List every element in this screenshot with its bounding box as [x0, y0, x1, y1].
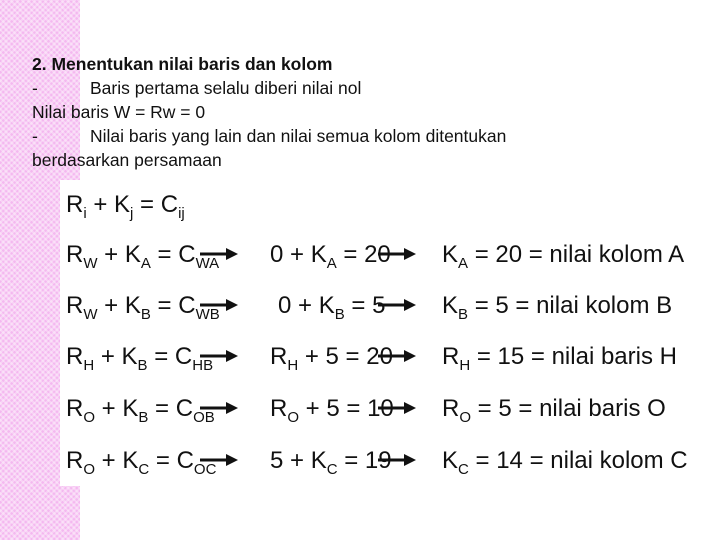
formula-term: + K — [97, 292, 141, 319]
subscript: OC — [193, 461, 217, 478]
equation-left — [66, 292, 220, 323]
subscript: j — [130, 205, 134, 222]
subscript: B — [458, 306, 469, 323]
formula-term: R — [66, 191, 84, 218]
equation-middle — [278, 292, 385, 323]
equation-figure — [60, 180, 688, 486]
slide-text — [32, 52, 672, 172]
body-line: Nilai baris W = Rw = 0 — [32, 102, 206, 122]
equation-result — [442, 241, 684, 272]
section-heading: 2. Menentukan nilai baris dan kolom — [32, 54, 333, 74]
subscript: WA — [195, 255, 220, 272]
equation-left — [66, 343, 213, 374]
subscript: A — [140, 255, 151, 272]
formula-term: = 20 = nilai kolom A — [468, 241, 685, 268]
formula-term: K — [442, 447, 459, 474]
formula-term: K — [442, 292, 459, 319]
subscript: W — [83, 255, 98, 272]
formula-term: R — [270, 343, 288, 370]
subscript: HB — [192, 357, 214, 374]
subscript: A — [326, 255, 337, 272]
formula-term: R — [66, 292, 84, 319]
formula-term: R — [442, 395, 460, 422]
formula-term: + K — [95, 447, 139, 474]
bullet-dash: - — [32, 126, 38, 146]
bullet-line-1 — [32, 76, 672, 100]
formula-term: K — [442, 241, 459, 268]
formula-term: + K — [97, 241, 141, 268]
formula-term: + 5 = 20 — [298, 343, 393, 370]
subscript: B — [138, 409, 149, 426]
equation-result — [442, 447, 688, 478]
subscript: O — [83, 409, 96, 426]
equation-middle — [270, 241, 391, 272]
formula-term: = C — [150, 292, 196, 319]
bullet-dash: - — [32, 78, 38, 98]
formula-term: R — [442, 343, 460, 370]
formula-term: + K — [86, 191, 131, 218]
formula-term: = C — [148, 395, 194, 422]
equation-middle — [270, 343, 393, 374]
formula-term: = 20 — [336, 241, 391, 268]
subscript: OB — [193, 409, 215, 426]
formula-term: = 15 = nilai baris H — [470, 343, 677, 370]
equation-result — [442, 343, 677, 374]
formula-term: = C — [149, 447, 194, 474]
formula-term: 0 + K — [278, 292, 335, 319]
bullet-text: Nilai baris yang lain dan nilai semua kolom ditentukan — [90, 126, 507, 146]
equation-result — [442, 292, 672, 323]
formula-term: = C — [150, 241, 196, 268]
general-formula — [66, 191, 185, 222]
bullet-text: Baris pertama selalu diberi nilai nol — [90, 78, 362, 98]
formula-term: + K — [95, 395, 139, 422]
body-line: berdasarkan persamaan — [32, 150, 222, 170]
formula-term: R — [66, 447, 84, 474]
subscript: H — [459, 357, 471, 374]
subscript: C — [326, 461, 338, 478]
equation-left — [66, 395, 215, 426]
subscript: C — [458, 461, 469, 478]
formula-term: = 5 = nilai baris O — [471, 395, 666, 422]
formula-term: = 5 — [344, 292, 386, 319]
subscript: B — [140, 306, 151, 323]
formula-term: 5 + K — [270, 447, 327, 474]
subscript: B — [334, 306, 345, 323]
subscript: W — [83, 306, 98, 323]
formula-term: = C — [133, 191, 179, 218]
formula-term: R — [270, 395, 288, 422]
formula-term: R — [66, 343, 84, 370]
subscript: ij — [178, 205, 185, 222]
formula-term: = 14 = nilai kolom C — [468, 447, 688, 474]
bullet-line-2 — [32, 124, 672, 148]
formula-term: = 19 — [337, 447, 392, 474]
subscript: H — [287, 357, 299, 374]
equation-left — [66, 447, 217, 478]
formula-term: R — [66, 395, 84, 422]
formula-term: R — [66, 241, 84, 268]
subscript: C — [138, 461, 150, 478]
equation-result — [442, 395, 666, 426]
subscript: H — [83, 357, 95, 374]
equation-left — [66, 241, 219, 272]
formula-term: = C — [147, 343, 193, 370]
subscript: i — [83, 205, 87, 222]
subscript: WB — [195, 306, 220, 323]
equation-middle — [270, 395, 394, 426]
subscript: O — [287, 409, 300, 426]
formula-term: + K — [94, 343, 138, 370]
subscript: A — [458, 255, 469, 272]
subscript: O — [459, 409, 472, 426]
subscript: O — [83, 461, 96, 478]
formula-term: 0 + K — [270, 241, 327, 268]
subscript: B — [137, 357, 148, 374]
formula-term: + 5 = 10 — [299, 395, 394, 422]
equation-middle — [270, 447, 392, 478]
equation-image — [60, 180, 688, 486]
formula-term: = 5 = nilai kolom B — [468, 292, 673, 319]
